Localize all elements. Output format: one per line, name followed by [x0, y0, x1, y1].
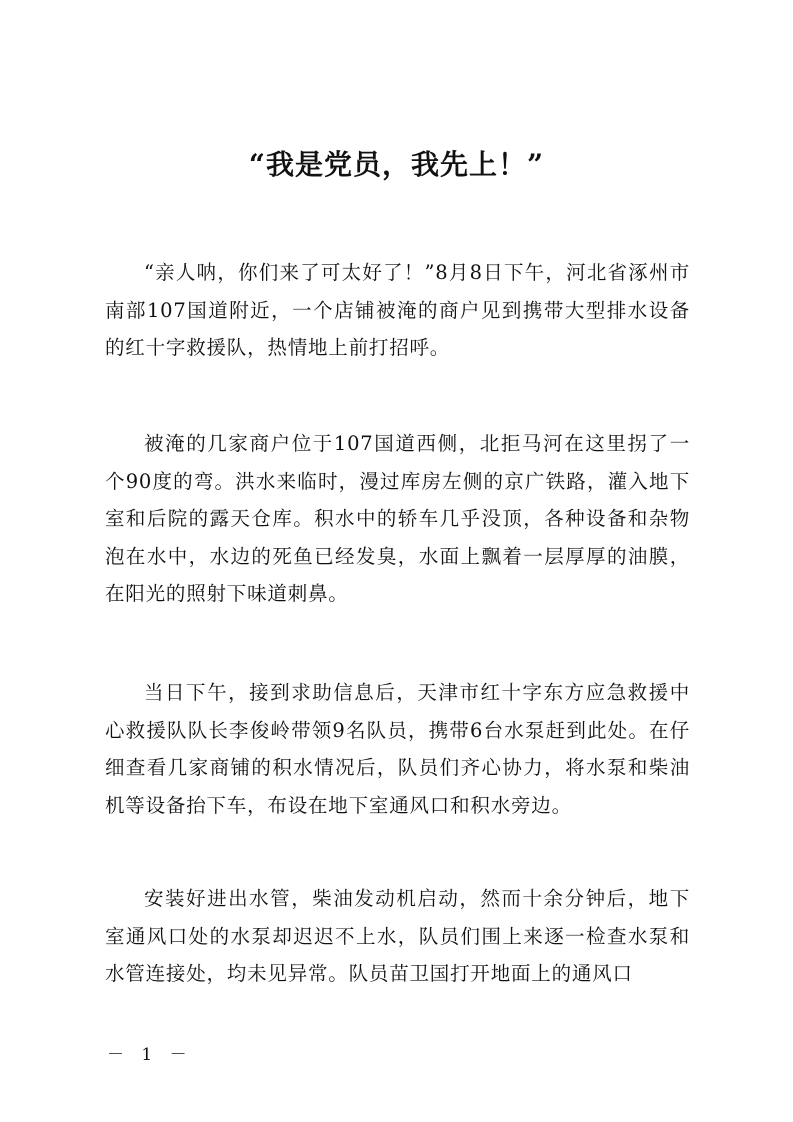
page-number: － 1 －: [107, 1045, 193, 1065]
paragraph-3: 当日下午，接到求助信息后，天津市红十字东方应急救援中心救援队队长李俊岭带领9名队员，携带6台水泵赶到此处。在仔细查看几家商铺的积水情况后，队员们齐心协力，将水泵和柴油机等设备抬下车，布设在地下室通风口和积水旁边。: [105, 681, 690, 817]
paragraph-1: “亲人呐，你们来了可太好了！”8月8日下午，河北省涿州市南部107国道附近，一个店铺被淹的商户见到携带大型排水设备的红十字救援队，热情地上前打招呼。: [105, 261, 690, 359]
document-title: “我是党员，我先上！”: [248, 148, 545, 181]
paragraph-4: 安装好进出水管，柴油发动机启动，然而十余分钟后，地下室通风口处的水泵却迟迟不上水，队员们围上来逐一检查水泵和水管连接处，均未见异常。队员苗卫国打开地面上的通风口: [105, 887, 690, 985]
paragraph-2: 被淹的几家商户位于107国道西侧，北拒马河在这里拐了一个90度的弯。洪水来临时，漫过库房左侧的京广铁路，灌入地下室和后院的露天仓库。积水中的轿车几乎没顶，各种设备和杂物泡在水中，水边的死鱼已经发臭，水面上飘着一层厚厚的油膜，在阳光的照射下味道刺鼻。: [105, 432, 690, 605]
